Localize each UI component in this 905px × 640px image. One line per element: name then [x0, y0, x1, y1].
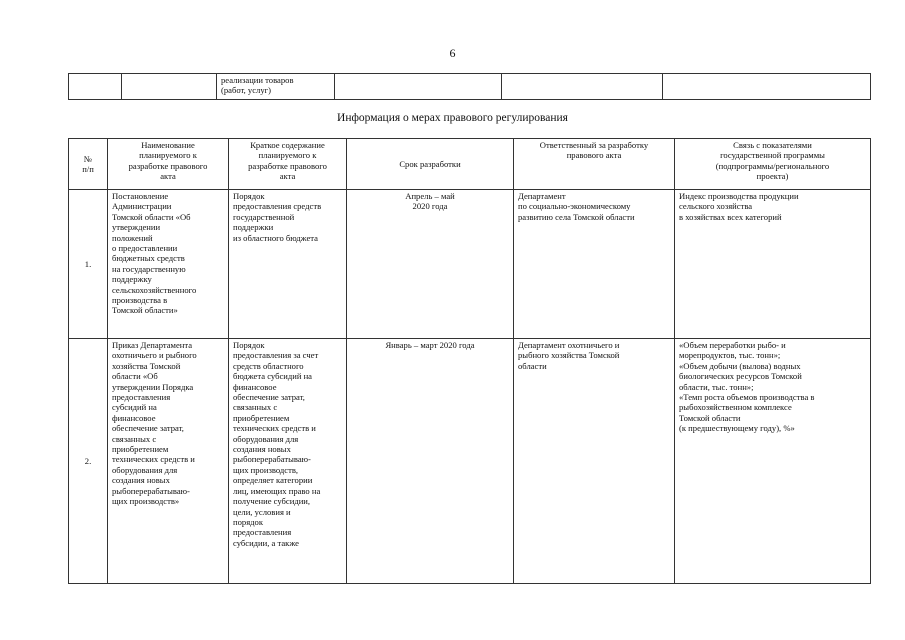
row-term: Январь – март 2020 года [347, 339, 514, 584]
continuation-cell [663, 74, 871, 100]
continuation-cell: реализации товаров (работ, услуг) [217, 74, 335, 100]
table-row [69, 339, 871, 584]
table-header-row [69, 139, 871, 190]
row-summary: Порядок предоставления средств государственной поддержки из областного бюджета [229, 190, 347, 339]
continuation-cell [69, 74, 122, 100]
header-program-link: Связь с показателями государственной программы (подпрограммы/регионального проекта) [675, 139, 871, 190]
row-act-name: Приказ Департамента охотничьего и рыбного хозяйства Томской области «Об утверждении Порядка предоставления субсидий на финансовое обеспечение затрат, связанных с приобретением технических средств и оборудования для создания новых рыбоперерабатываю- щих производств» [108, 339, 229, 584]
row-act-name: Постановление Администрации Томской области «Об утверждении положений о предоставлении бюджетных средств на государственную поддержку сельскохозяйственного производства в Томской области» [108, 190, 229, 339]
header-summary: Краткое содержание планируемого к разработке правового акта [229, 139, 347, 190]
continuation-cell [335, 74, 502, 100]
row-responsible: Департамент по социально-экономическому развитию села Томской области [514, 190, 675, 339]
table-row [69, 190, 871, 339]
continuation-table [68, 73, 871, 100]
row-responsible: Департамент охотничьего и рыбного хозяйства Томской области [514, 339, 675, 584]
section-title: Информация о мерах правового регулирования [337, 112, 568, 124]
header-term: Срок разработки [347, 139, 514, 190]
continuation-row [69, 74, 871, 100]
header-responsible: Ответственный за разработку правового акта [514, 139, 675, 190]
header-number: № п/п [69, 139, 108, 190]
page-number: 6 [449, 46, 456, 60]
row-number: 2. [69, 339, 108, 584]
row-program-link: «Объем переработки рыбо- и морепродуктов, тыс. тонн»; «Объем добычи (вылова) водных биологических ресурсов Томской области, тыс. тонн»; «Темп роста объемов производства в рыбохозяйственном комплексе Томской области (к предшествующему году), %» [675, 339, 871, 584]
row-program-link: Индекс производства продукции сельского хозяйства в хозяйствах всех категорий [675, 190, 871, 339]
row-number: 1. [69, 190, 108, 339]
continuation-cell [502, 74, 663, 100]
row-summary: Порядок предоставления за счет средств областного бюджета субсидий на финансовое обеспечение затрат, связанных с приобретением технических средств и оборудования для создания новых рыбоперерабатываю- щих производств, определяет категории лиц, имеющих право на получение субсидии, цели, условия и порядок предоставления субсидии, а также [229, 339, 347, 584]
header-act-name: Наименование планируемого к разработке правового акта [108, 139, 229, 190]
row-term: Апрель – май 2020 года [347, 190, 514, 339]
legal-measures-table [68, 138, 871, 584]
continuation-cell [122, 74, 217, 100]
